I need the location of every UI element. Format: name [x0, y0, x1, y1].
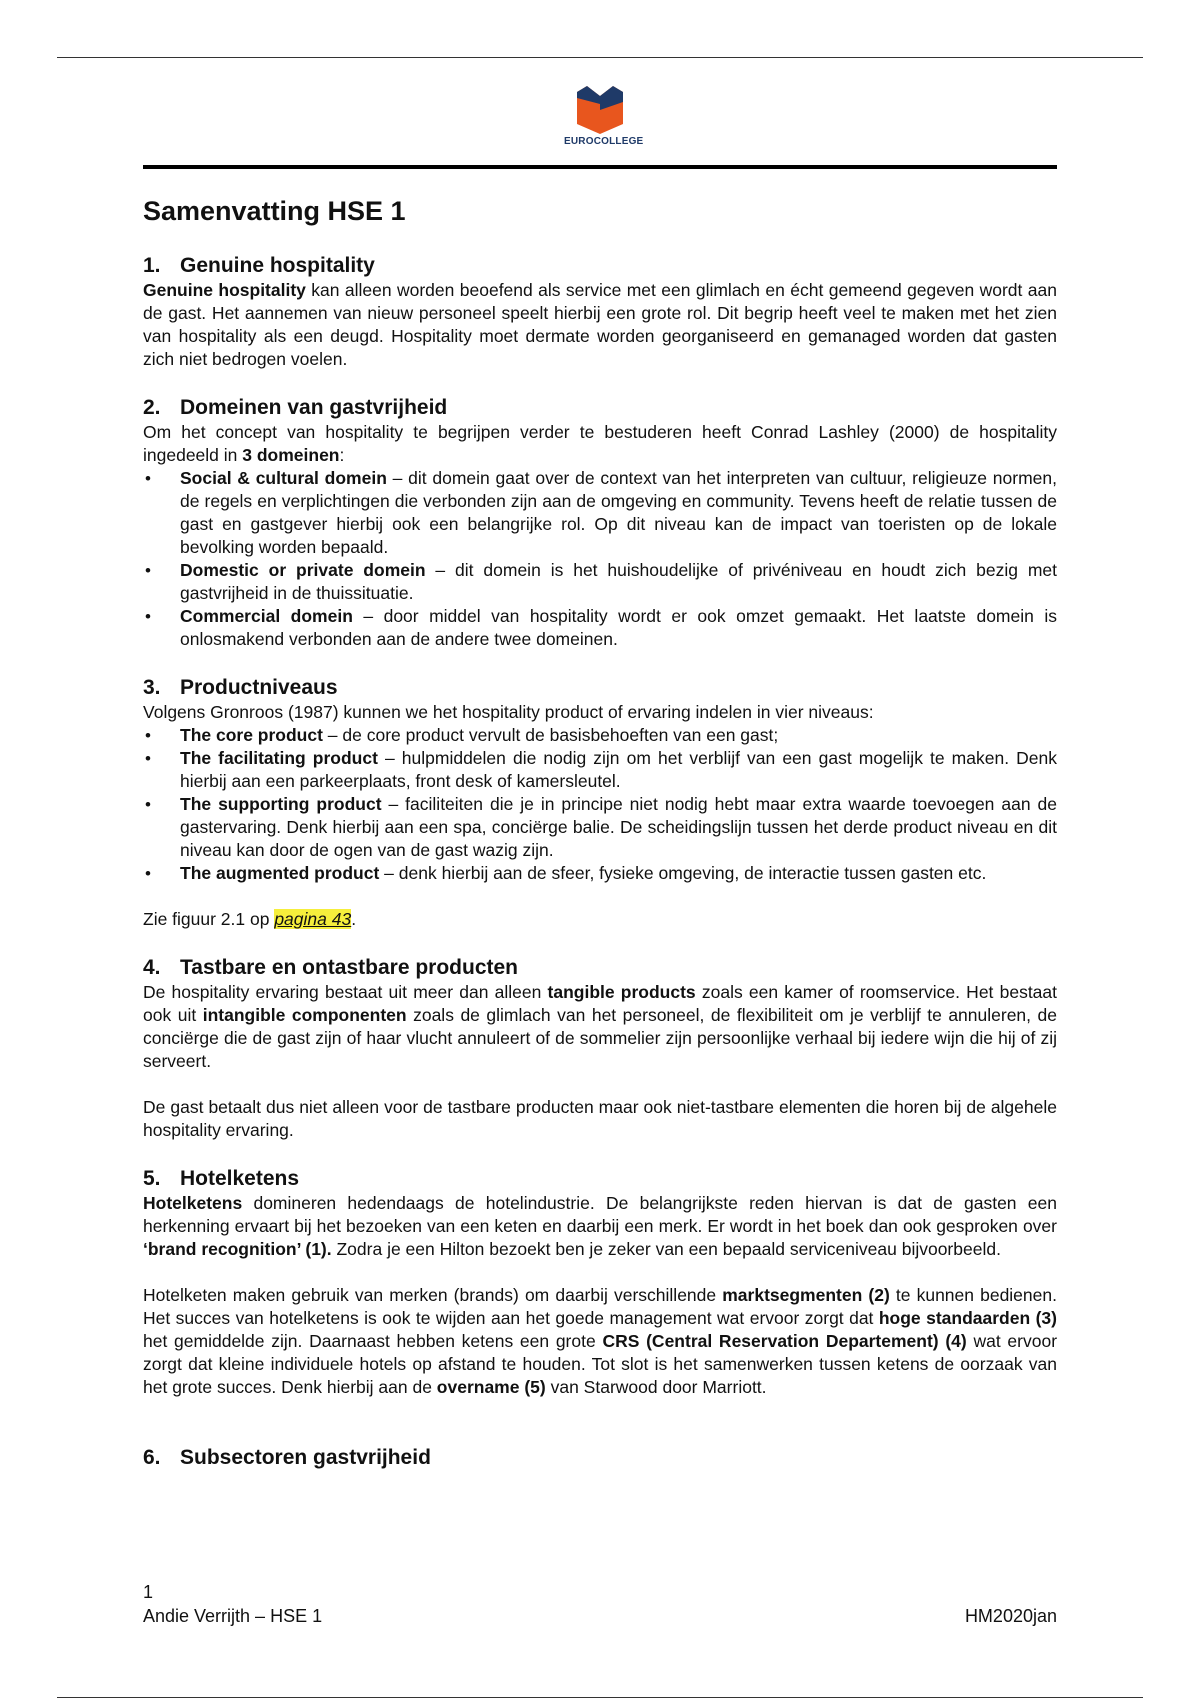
list-item: • Domestic or private domein – dit domein is het huishoudelijke of privéniveau en houdt zich bezig met gastvrijheid in de thuissituatie. — [143, 559, 1057, 605]
list-item: • The facilitating product – hulpmiddelen die nodig zijn om het verblijf van een gast mogelijk te maken. Denk hierbij aan een parkeerplaats, front desk of kamersleutel. — [143, 747, 1057, 793]
list-item: • Social & cultural domein – dit domein gaat over de context van het interpreten van cultuur, religieuze normen, de regels en verplichtingen die verbonden zijn aan de omgeving en community. Tevens heeft de relatie tussen de gast en gastgever hierbij ook een belangrijke rol. Op dit niveau kan de impact van toeristen op de lokale bevolking worden bepaald. — [143, 467, 1057, 559]
section-paragraph: Hotelketen maken gebruik van merken (brands) om daarbij verschillende marktsegmenten (2) te kunnen bedienen. Het succes van hotelketens is ook te wijden aan het goede management wat ervoor zorgt dat hoge standaarden (3) het gemiddelde zijn. Daarnaast hebben ketens een grote CRS (Central Reservation Departement) (4) wat ervoor zorgt dat kleine individuele hotels op afstand te houden. Tot slot is het samenwerken tussen ketens de oorzaak van het grote succes. Denk hierbij aan de overname (5) van Starwood door Marriott. — [143, 1285, 1058, 1397]
figure-reference: Zie figuur 2.1 op pagina 43. — [143, 909, 357, 929]
eurocollege-logo — [564, 86, 644, 147]
section-productniveaus — [143, 675, 1057, 931]
section-paragraph: De gast betaalt dus niet alleen voor de tastbare producten maar ook niet-tastbare elementen die horen bij de algehele hospitality ervaring. — [143, 1097, 1057, 1140]
logo-mark-icon — [577, 86, 623, 134]
header-rule — [143, 165, 1057, 169]
page-number: 1 — [143, 1582, 154, 1602]
section-heading: 2. Domeinen van gastvrijheid — [143, 396, 448, 419]
page-footer — [143, 1580, 1057, 1628]
section-paragraph: Genuine hospitality kan alleen worden beoefend als service met een glimlach en écht gemeend gegeven wordt aan de gast. Het aannemen van nieuw personeel speelt hierbij een grote rol. Dit begrip heeft veel te maken met het zien van hospitality als een deugd. Hospitality moet dermate worden georganiseerd en gemanaged worden dat gasten zich niet bedrogen voelen. — [143, 280, 1057, 369]
list-item: • The augmented product – denk hierbij aan de sfeer, fysieke omgeving, de interactie tussen gasten etc. — [143, 862, 1057, 885]
document-title: Samenvatting HSE 1 — [143, 196, 406, 226]
bullet-list — [143, 724, 1057, 885]
footer-author: Andie Verrijth – HSE 1 — [143, 1606, 323, 1626]
section-heading: 6. Subsectoren gastvrijheid — [143, 1446, 431, 1469]
page-bottom-rule — [57, 1697, 1143, 1698]
section-genuine-hospitality — [143, 253, 1057, 371]
document-body — [143, 196, 1057, 1495]
section-tastbare-producten — [143, 955, 1057, 1142]
page-top-rule — [57, 57, 1143, 58]
section-heading: 5. Hotelketens — [143, 1167, 300, 1190]
section-paragraph: De hospitality ervaring bestaat uit meer dan alleen tangible products zoals een kamer of roomservice. Het bestaat ook uit intangible componenten zoals de glimlach van het personeel, de flexibiliteit om je verblijf te annuleren, de conciërge die de gast zijn of haar vlucht annuleert of de sommelier zijn persoonlijke verhaal bij iedere wijn die hij of zij serveert. — [143, 982, 1058, 1071]
footer-code: HM2020jan — [964, 1606, 1057, 1626]
section-intro: Om het concept van hospitality te begrijpen verder te bestuderen heeft Conrad Lashley (2000) de hospitality ingedeeld in 3 domeinen: — [143, 422, 1057, 465]
list-item: • Commercial domein – door middel van hospitality wordt er ook omzet gemaakt. Het laatste domein is onlosmakend verbonden aan de andere twee domeinen. — [143, 605, 1057, 651]
section-heading: 1. Genuine hospitality — [143, 254, 375, 277]
page-link[interactable]: pagina 43 — [274, 909, 352, 929]
section-intro: Volgens Gronroos (1987) kunnen we het hospitality product of ervaring indelen in vier niveaus: — [143, 702, 874, 722]
section-paragraph: Hotelketens domineren hedendaags de hotelindustrie. De belangrijkste reden hiervan is dat de gasten een herkenning ervaart bij het bezoeken van een keten en daarbij een merk. Er wordt in het boek dan ook gesproken over ‘brand recognition’ (1). Zodra je een Hilton bezoekt ben je zeker van een bepaald serviceniveau bijvoorbeeld. — [143, 1193, 1057, 1259]
logo-text: EUROCOLLEGE — [564, 136, 644, 147]
list-item: • The core product – de core product vervult de basisbehoeften van een gast; — [143, 724, 1057, 747]
bullet-list — [143, 467, 1057, 651]
section-subsectoren — [143, 1445, 1057, 1471]
section-heading: 3. Productniveaus — [143, 676, 338, 699]
section-heading: 4. Tastbare en ontastbare producten — [143, 956, 519, 979]
list-item: • The supporting product – faciliteiten die je in principe niet nodig hebt maar extra waarde toevoegen aan de gastervaring. Denk hierbij aan een spa, conciërge balie. De scheidingslijn tussen het derde product niveau en dit niveau kan door de ogen van de gast wazig zijn. — [143, 793, 1057, 862]
section-domeinen — [143, 395, 1057, 651]
section-hotelketens — [143, 1166, 1057, 1399]
